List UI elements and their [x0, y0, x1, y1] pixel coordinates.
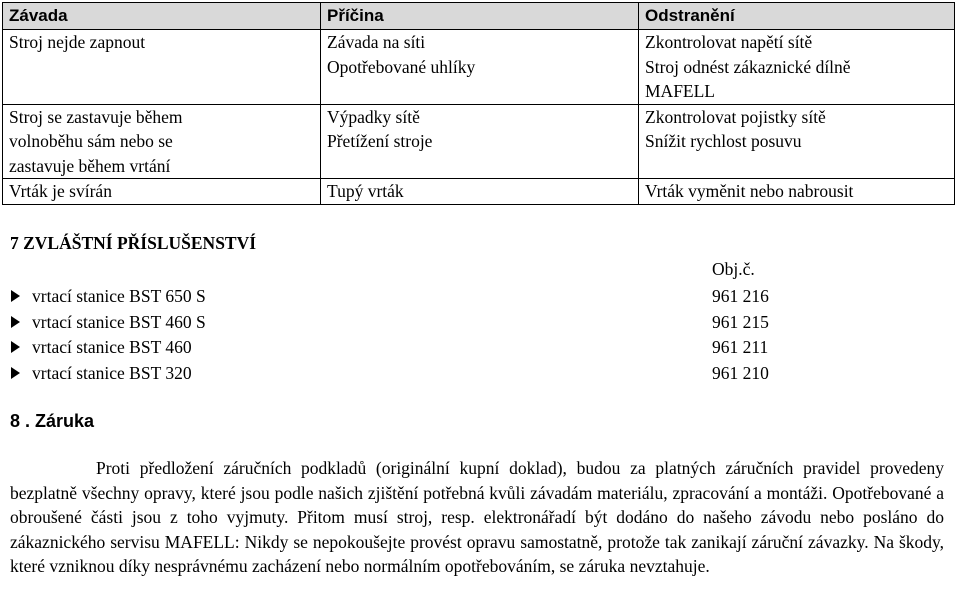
table-row: [3, 104, 955, 179]
accessory-name: vrtací stanice BST 460 S: [32, 311, 206, 332]
warranty-section-title: 8 . Záruka: [10, 411, 95, 431]
column-header-remedy: Odstranění: [639, 3, 955, 30]
accessory-order-number: 961 211: [712, 337, 769, 357]
table-cell: Tupý vrták: [321, 179, 639, 205]
column-header-cause: Příčina: [321, 3, 639, 30]
table-cell: Vrták vyměnit nebo nabrousit: [639, 179, 955, 205]
table-row: [3, 30, 955, 105]
table-cell: Zkontrolovat napětí sítě Stroj odnést zákaznické dílně MAFELL: [639, 30, 955, 105]
list-item: [10, 310, 910, 336]
table-cell: Stroj se zastavuje během volnoběhu sám nebo se zastavuje během vrtání: [3, 104, 321, 179]
arrow-right-icon: [11, 290, 20, 302]
accessory-name: vrtací stanice BST 320: [32, 362, 192, 383]
order-number-label: Obj.č.: [712, 259, 755, 279]
column-header-fault: Závada: [3, 3, 321, 30]
troubleshooting-table: [2, 2, 955, 205]
table-cell: Vrták je svírán: [3, 179, 321, 205]
list-item: [10, 361, 910, 387]
arrow-right-icon: [11, 341, 20, 353]
table-cell: Zkontrolovat pojistky sítě Snížit rychlost posuvu: [639, 104, 955, 179]
table-cell: Výpadky sítě Přetížení stroje: [321, 104, 639, 179]
list-item: [10, 335, 910, 361]
warranty-paragraph: Proti předložení záručních podkladů (originální kupní doklad), budou za platných záručních pravidel provedeny bezplatně všechny opravy, které jsou podle našich zjištění potřebná kvůli závadám materiálu, zpracování a montáži. Opotřebované a obroušené části jsou z toho vyjmuty. Přitom musí stroj, resp. elektronářadí být dodáno do našeho závodu nebo posláno do zákaznického servisu MAFELL: Nikdy se nepokoušejte provést opravu samostatně, protože tak zanikají záruční závazky. Na škody, které vzniknou díky nesprávnému zacházení nebo normálním opotřebováním, se záruka nevztahuje.: [10, 458, 944, 576]
table-header-row: [3, 3, 955, 30]
accessories-section-title: 7 ZVLÁŠTNÍ PŘÍSLUŠENSTVÍ: [10, 233, 257, 253]
table-cell: Stroj nejde zapnout: [3, 30, 321, 105]
accessory-order-number: 961 215: [712, 311, 769, 332]
table-row: [3, 179, 955, 205]
arrow-right-icon: [11, 367, 20, 379]
accessory-order-number: 961 210: [712, 362, 769, 383]
list-item: [10, 284, 910, 310]
accessory-name: vrtací stanice BST 650 S: [32, 286, 206, 306]
table-cell: Závada na síti Opotřebované uhlíky: [321, 30, 639, 105]
accessory-name: vrtací stanice BST 460: [32, 337, 192, 357]
accessory-order-number: 961 216: [712, 286, 769, 306]
accessories-list: [10, 284, 910, 386]
arrow-right-icon: [11, 316, 20, 328]
